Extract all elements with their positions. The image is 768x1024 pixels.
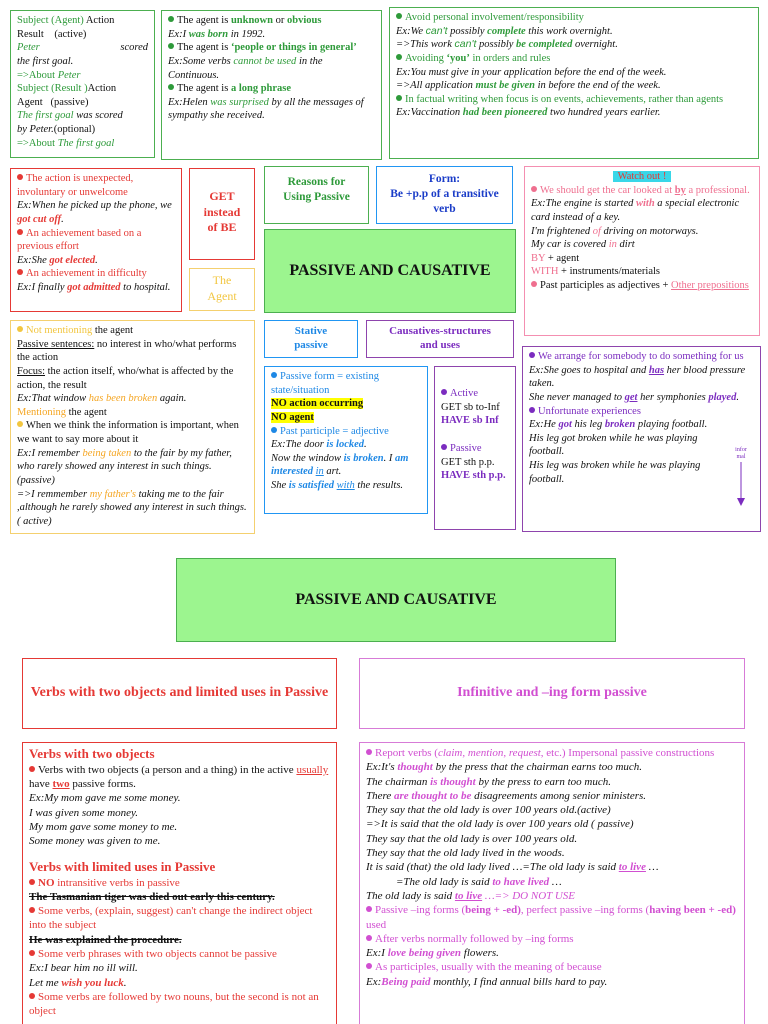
subject-agent-box: Subject (Agent) Action Result (active) Peter scored the first goal. =>About Peter Subject (Result )Action Agent (passive) The first goal was scored by Peter.(optional) =>About The first goal	[10, 10, 155, 158]
informal-arrow: infor mal	[732, 447, 750, 506]
get-uses-box: The action is unexpected, involuntary or unwelcome Ex:When he picked up the phone, we got cut off. An achievement based on a previous effort Ex:She got elected. An achievement in difficulty Ex:I finally got admitted to hospital.	[10, 168, 182, 312]
avoid-involvement-box: Avoid personal involvement/responsibility Ex:We can't possibly complete this work overnight. =>This work can't possibly be completed overnight. Avoiding ‘you’ in orders and rules Ex:You must give in your application before the end of the week. =>All application must be given in before the end of the week. In factual writing when focus is on events, achievements, rather than agents Ex:Vaccination had been pioneered two hundred years earlier.	[389, 7, 759, 159]
verbs-details-box: Verbs with two objects Verbs with two objects (a person and a thing) in the active usually have two passive forms. Ex:My mom gave me some money. I was given some money. My mom gave some money to me. Some money was given to me. Verbs with limited uses in Passive NO intransitive verbs in passive The Tasmanian tiger was died out early this century. Some verbs, (explain, suggest) can't change the indirect object into the subject He was explained the procedure. Some verb phrases with two objects cannot be passive Ex:I bear him no ill will. Let me wish you luck. Some verbs are followed by two nouns, but the second is not an object	[22, 742, 337, 1024]
watch-out-label: Watch out !	[613, 171, 672, 182]
section-title-2: PASSIVE AND CAUSATIVE	[176, 558, 616, 642]
get-instead-of-be-box: GET instead of BE	[189, 168, 255, 260]
reasons-box: Reasons for Using Passive	[264, 166, 369, 224]
causative-forms-box: Active GET sb to-Inf HAVE sb Inf Passive GET sth p.p. HAVE sth p.p.	[434, 366, 516, 530]
stative-passive-box: Stative passive	[264, 320, 358, 358]
causatives-structures-box: Causatives-structures and uses	[366, 320, 514, 358]
mentioning-agent-box: Not mentioning the agent Passive sentences: no interest in who/what performs the action Focus: the action itself, who/what is affected by the action, the result Ex:That window has been broken again. Mentioning the agent When we think the information is important, when we want to say more about it Ex:I remember being taken to the fair by my father, who rarely showed any interest in such things.(passive) =>I remmember my father's taking me to the fair ,although he rarely showed any interest in such things.( active)	[10, 320, 255, 534]
arrow-down-icon	[737, 462, 745, 506]
verbs-two-objects-title: Verbs with two objects and limited uses in Passive	[22, 658, 337, 729]
the-agent-box: The Agent	[189, 268, 255, 311]
causative-uses-box: We arrange for somebody to do something for us Ex:She goes to hospital and has her blood pressure taken. She never managed to get her symphonies played. Unfortunate experiences Ex:He got his leg broken playing football. His leg got broken while he was playing football. His leg was broken while he was playing football. infor mal	[522, 346, 761, 532]
form-box: Form: Be +p.p of a transitive verb	[376, 166, 513, 224]
agent-unknown-box: The agent is unknown or obvious Ex:I was born in 1992. The agent is ‘people or things in general’ Ex:Some verbs cannot be used in the Continuous. The agent is a long phrase Ex:Helen was surprised by all the messages of sympathy she received.	[161, 10, 382, 160]
infinitive-ing-title: Infinitive and –ing form passive	[359, 658, 745, 729]
infinitive-details-box: Report verbs (claim, mention, request, etc.) Impersonal passive constructions Ex:It's thought by the press that the chairman earns too much. The chairman is thought by the press to earn too much. There are thought to be disagreements among senior ministers. They say that the old lady is over 100 years old.(active) =>It is said that the old lady is over 100 years old ( passive) They say that the old lady is over 100 years old. They say that the old lady lived in the woods. It is said (that) the old lady lived …=The old lady is said to live … =The old lady is said to have lived … The old lady is said to live …=> DO NOT USE Passive –ing forms (being + -ed), perfect passive –ing forms (having been + -ed) used After verbs normally followed by –ing forms Ex:I love being given flowers. As participles, usually with the meaning of because Ex:Being paid monthly, I find annual bills hard to pay.	[359, 742, 745, 1024]
watch-out-box: Watch out ! We should get the car looked at by a professional. Ex:The engine is started with a special electronic card instead of a key. I'm frightened of driving on motorways. My car is covered in dirt BY + agent WITH + instruments/materials Past participles as adjectives + Other prepositions	[524, 166, 760, 336]
page-title: PASSIVE AND CAUSATIVE	[264, 229, 516, 313]
stative-details-box: Passive form = existing state/situation NO action occurring NO agent Past participle = adjective Ex:The door is locked. Now the window is broken. I am interested in art. She is satisfied with the results.	[264, 366, 428, 514]
